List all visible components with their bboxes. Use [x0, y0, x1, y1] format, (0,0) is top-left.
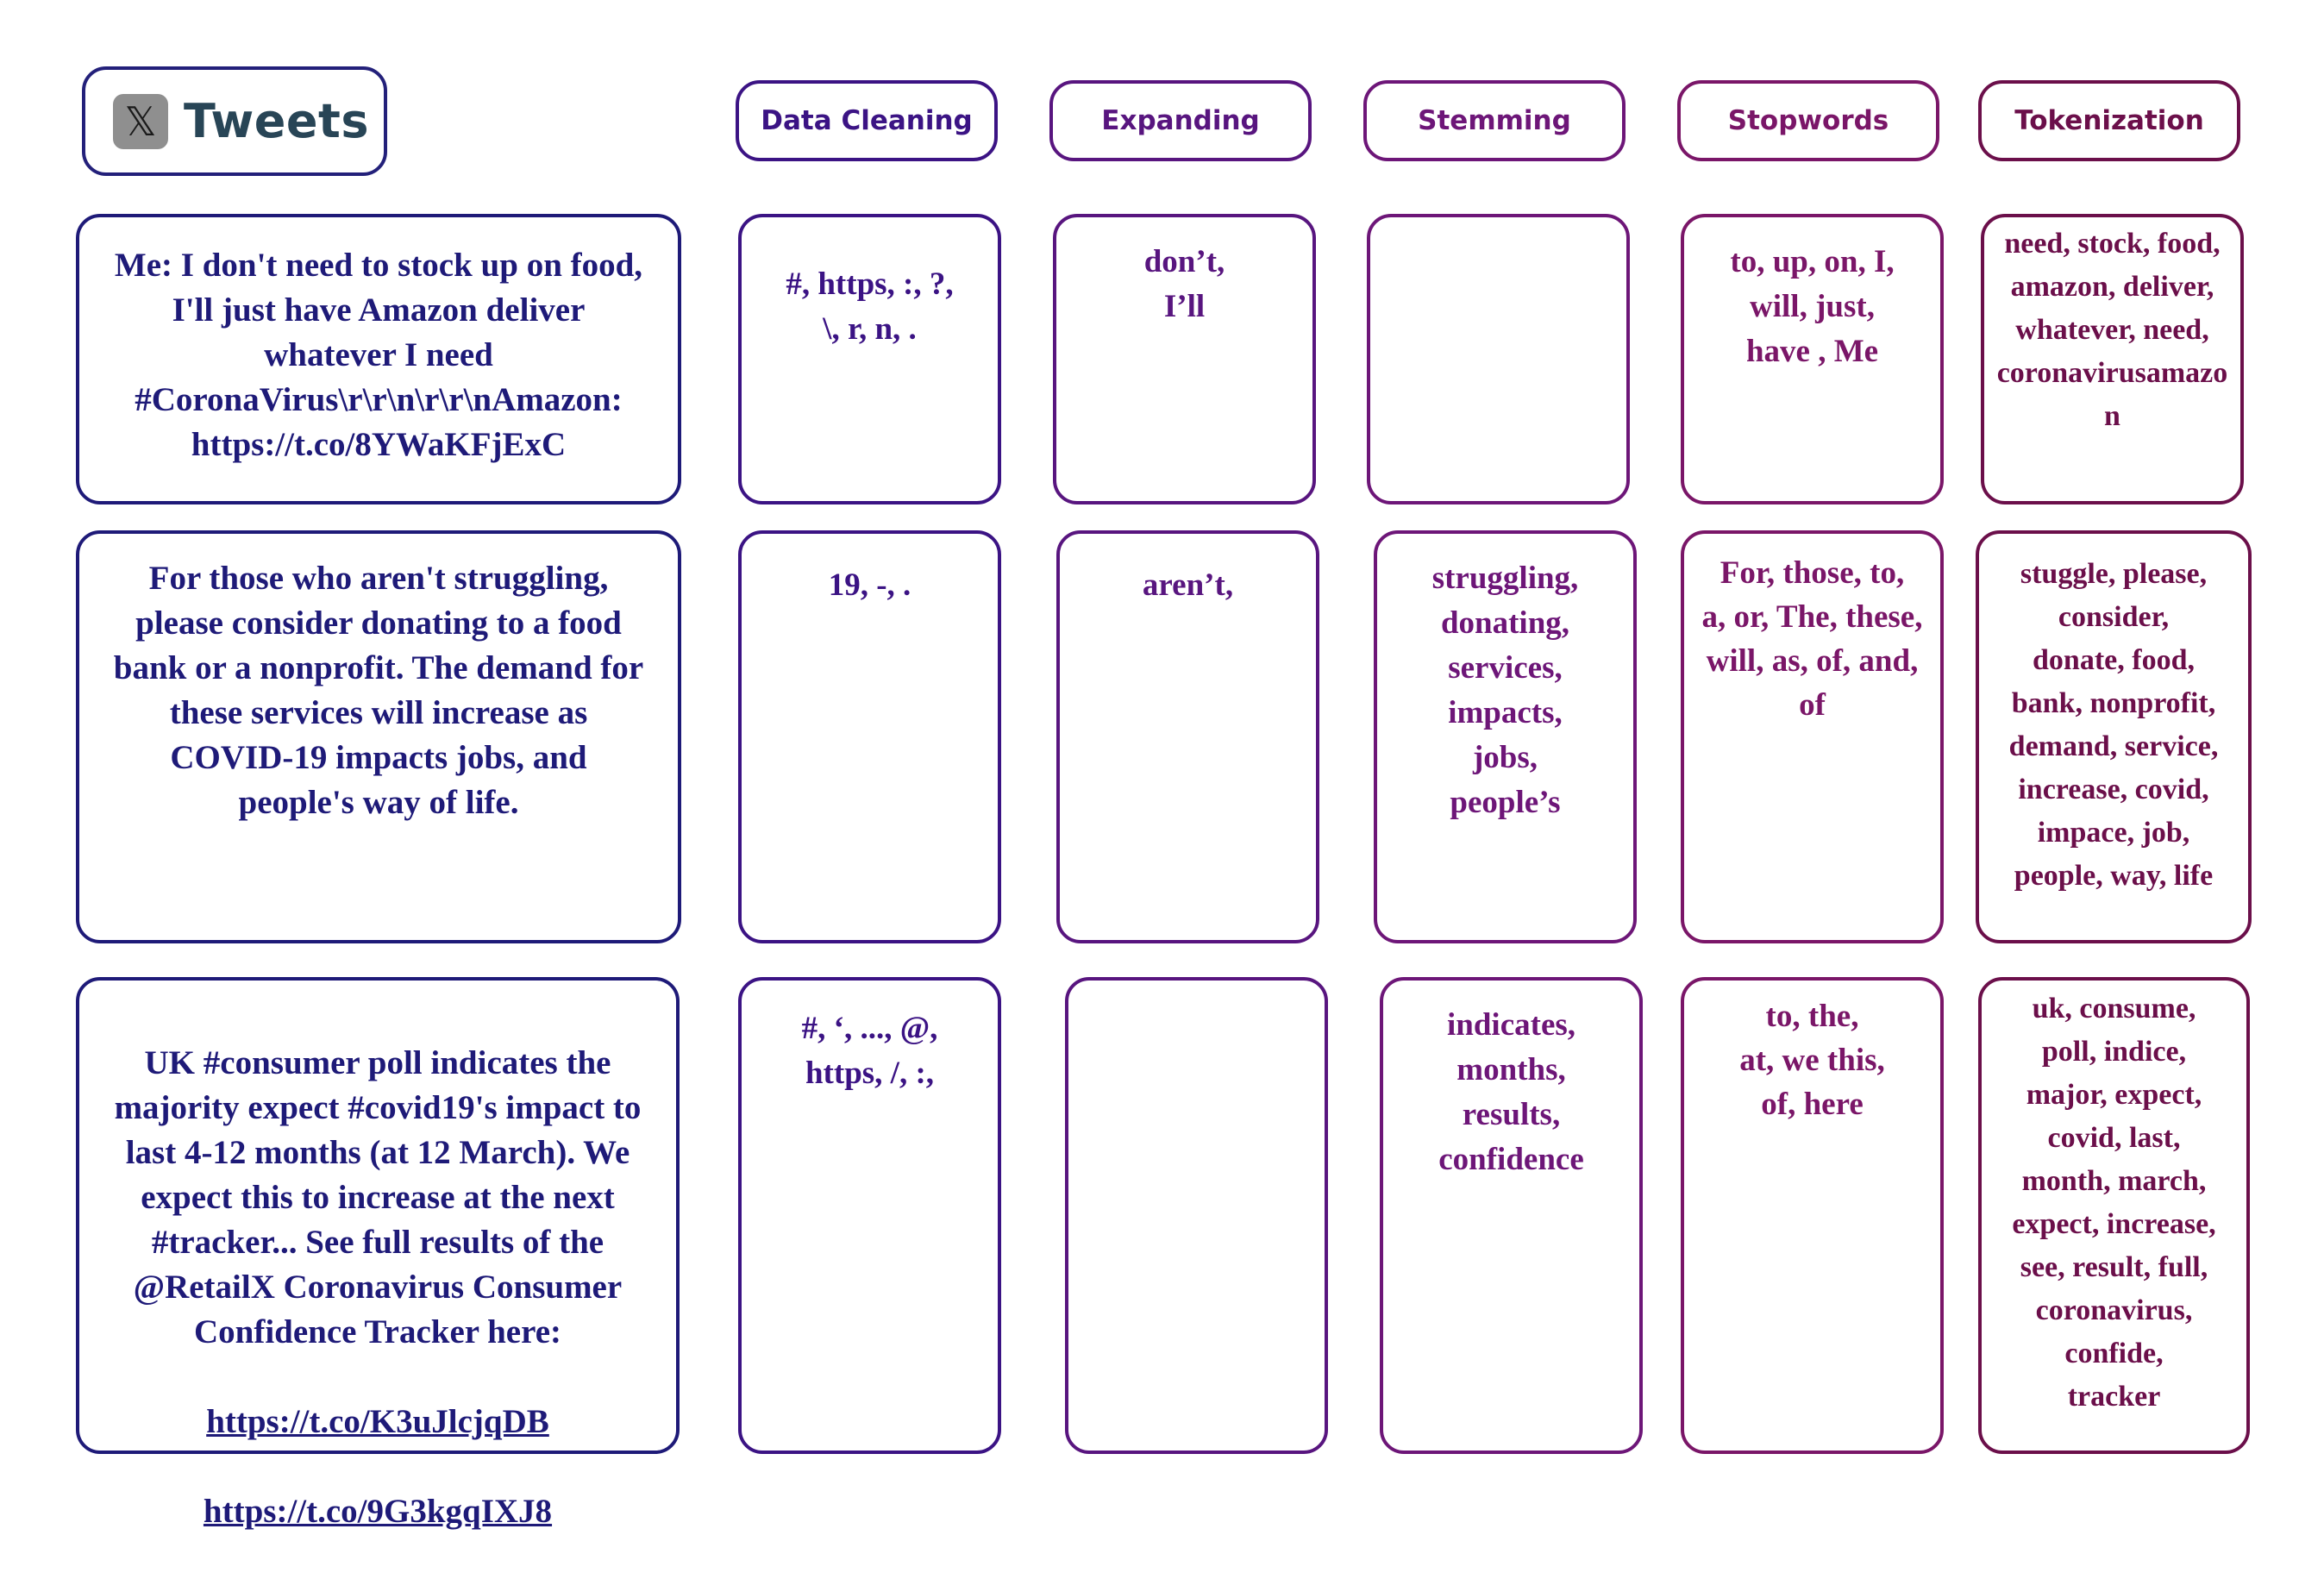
header-label: Stopwords: [1727, 105, 1889, 136]
data-cleaning-text: 19, -, .: [828, 567, 911, 603]
stopwords-text: to, up, on, I, will, just, have , Me: [1730, 244, 1895, 369]
stopwords-1: [1681, 214, 1944, 504]
tweets-label: Tweets: [184, 94, 369, 148]
stemming-1: [1367, 214, 1630, 504]
tweet-text: For those who aren't struggling, please consider donating to a food bank or a nonprofit. The demand for these services will increase as COVID-19 impacts jobs, and people's way of life.: [113, 560, 644, 821]
header-label: Data Cleaning: [761, 105, 973, 136]
expanding-text: aren’t,: [1142, 567, 1234, 603]
tweet-3: [76, 977, 680, 1530]
stopwords-2: [1681, 530, 1944, 943]
tokenization-text: need, stock, food, amazon, deliver, whatever, need, coronavirusamazon: [1996, 228, 2228, 432]
tweet-body: [86, 996, 669, 1579]
header-label: Expanding: [1101, 105, 1260, 136]
stopwords-text: For, those, to, a, or, The, these, will, as, of, and, of: [1701, 555, 1923, 723]
tokenization-text: uk, consume, poll, indice, major, expect, covid, last, month, march, expect, increase, see, result, full, coronavirus, confide, tracker: [2012, 993, 2216, 1413]
stopwords-text: to, the, at, we this, of, here: [1739, 999, 1885, 1122]
data-cleaning-2: [738, 530, 1001, 943]
expanding-1: [1053, 214, 1316, 504]
x-logo-icon: 𝕏: [113, 94, 168, 149]
tweet-1: [76, 214, 681, 504]
data-cleaning-3: [738, 977, 1001, 1454]
header-stopwords: [1677, 80, 1939, 161]
header-expanding: [1049, 80, 1312, 161]
tokenization-2: [1976, 530, 2252, 943]
stemming-2: [1374, 530, 1637, 943]
expanding-2: [1056, 530, 1319, 943]
stopwords-3: [1681, 977, 1944, 1454]
tokenization-3: [1978, 977, 2250, 1454]
stemming-text: indicates, months, results, confidence: [1438, 1007, 1584, 1177]
tweet-link[interactable]: https://t.co/K3uJlcjqDB: [206, 1403, 549, 1440]
stemming-3: [1380, 977, 1643, 1454]
header-tokenization: [1978, 80, 2240, 161]
data-cleaning-text: #, https, :, ?, \, r, n, .: [786, 266, 954, 347]
data-cleaning-1: [738, 214, 1001, 504]
tweet-2: [76, 530, 681, 943]
header-label: Stemming: [1418, 105, 1571, 136]
header-label: Tokenization: [2014, 105, 2204, 136]
stemming-text: struggling, donating, services, impacts, jobs, people’s: [1431, 561, 1579, 820]
tokenization-1: [1981, 214, 2244, 504]
expanding-3: [1065, 977, 1328, 1454]
header-data-cleaning: [736, 80, 998, 161]
header-stemming: [1363, 80, 1626, 161]
data-cleaning-text: #, ‘, ..., @, https, /, :,: [801, 1011, 938, 1091]
tweet-link[interactable]: https://t.co/9G3kgqIXJ8: [203, 1493, 553, 1530]
tweet-text: UK #consumer poll indicates the majority expect #covid19's impact to last 4-12 months (at 12 March). We expect this to increase at the next #tracker... See full results of the @RetailX Coronavirus Consumer Confidence Tracker here:: [114, 1044, 642, 1350]
tweets-title-box: [82, 66, 387, 176]
expanding-text: don’t, I’ll: [1143, 244, 1225, 324]
tweet-text: Me: I don't need to stock up on food, I'll just have Amazon deliver whatever I need #CoronaVirus\r\r\n\r\r\nAmazon: https://t.co/8YWaKFjExC: [114, 247, 643, 463]
tokenization-text: stuggle, please, consider, donate, food, bank, nonprofit, demand, service, increase, covid, impace, job, people, way, life: [2008, 558, 2219, 892]
